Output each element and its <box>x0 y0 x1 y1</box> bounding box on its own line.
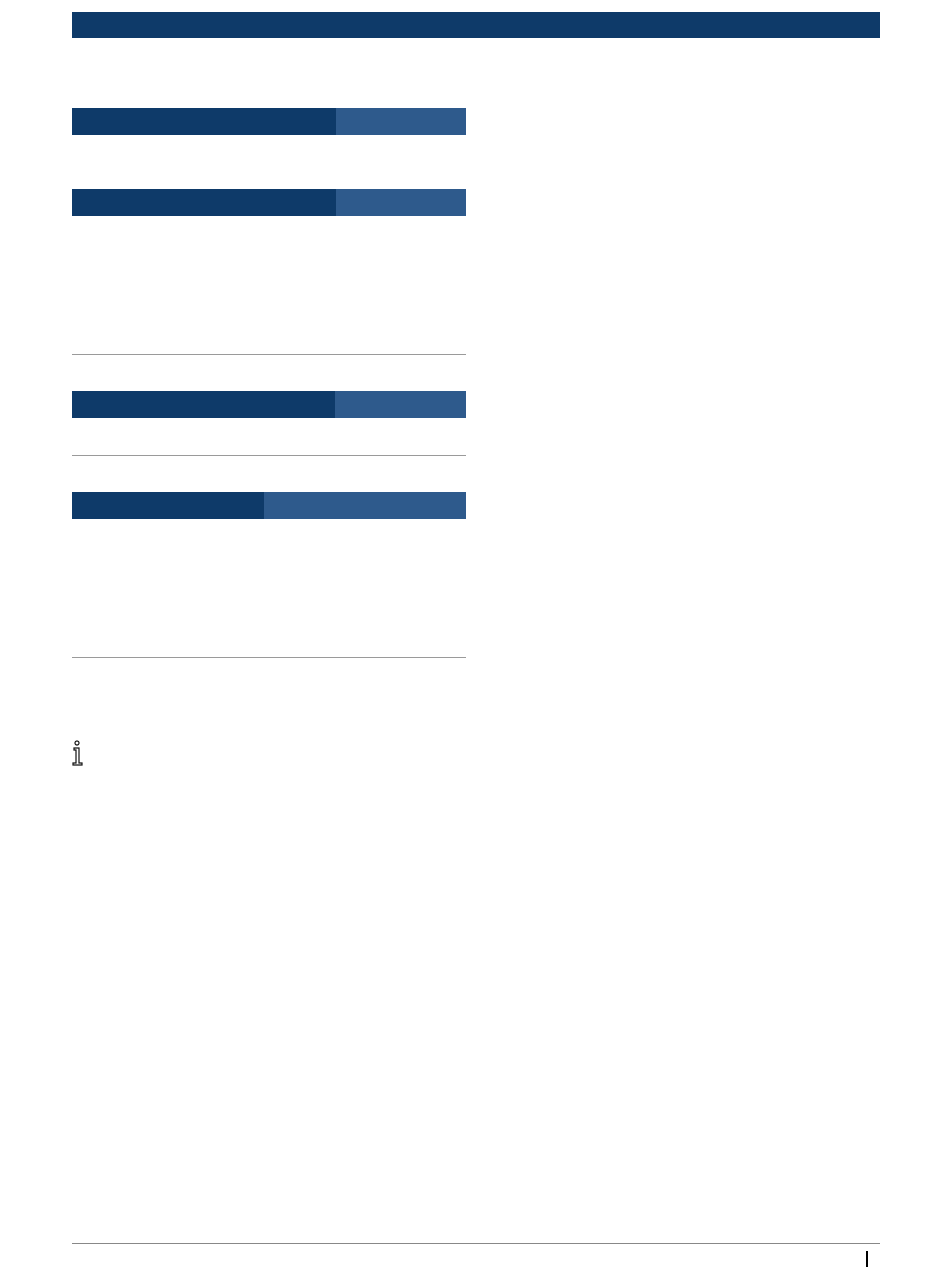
table-pneumatic <box>72 108 466 135</box>
table-hydraulic <box>72 189 466 216</box>
table-dimensions <box>72 492 466 519</box>
heading-10-3-3 <box>72 159 132 175</box>
col-header-property <box>72 108 336 135</box>
fig11-side-view <box>490 646 890 896</box>
page-header <box>72 12 880 38</box>
fig10-side-view <box>490 60 890 310</box>
heading-10-6 <box>72 657 466 682</box>
fig11-top-view <box>480 916 880 1206</box>
heading-10-4 <box>72 354 466 379</box>
col-header-property <box>72 492 264 519</box>
footer-divider <box>72 1243 880 1244</box>
col-header-value <box>336 108 466 135</box>
col-header-value <box>264 492 466 519</box>
col-header-value <box>335 391 466 418</box>
heading-10-5 <box>72 455 466 480</box>
fig11-caption <box>486 1211 546 1225</box>
fig10-top-view <box>480 330 880 620</box>
col-header-value <box>336 189 466 216</box>
fig10-caption <box>486 625 546 639</box>
col-header-property <box>72 189 336 216</box>
col-header-property <box>72 391 335 418</box>
info-icon <box>70 740 86 766</box>
table-noise <box>72 391 466 418</box>
heading-10-3-2 <box>72 78 132 94</box>
footer-info <box>854 1251 880 1268</box>
